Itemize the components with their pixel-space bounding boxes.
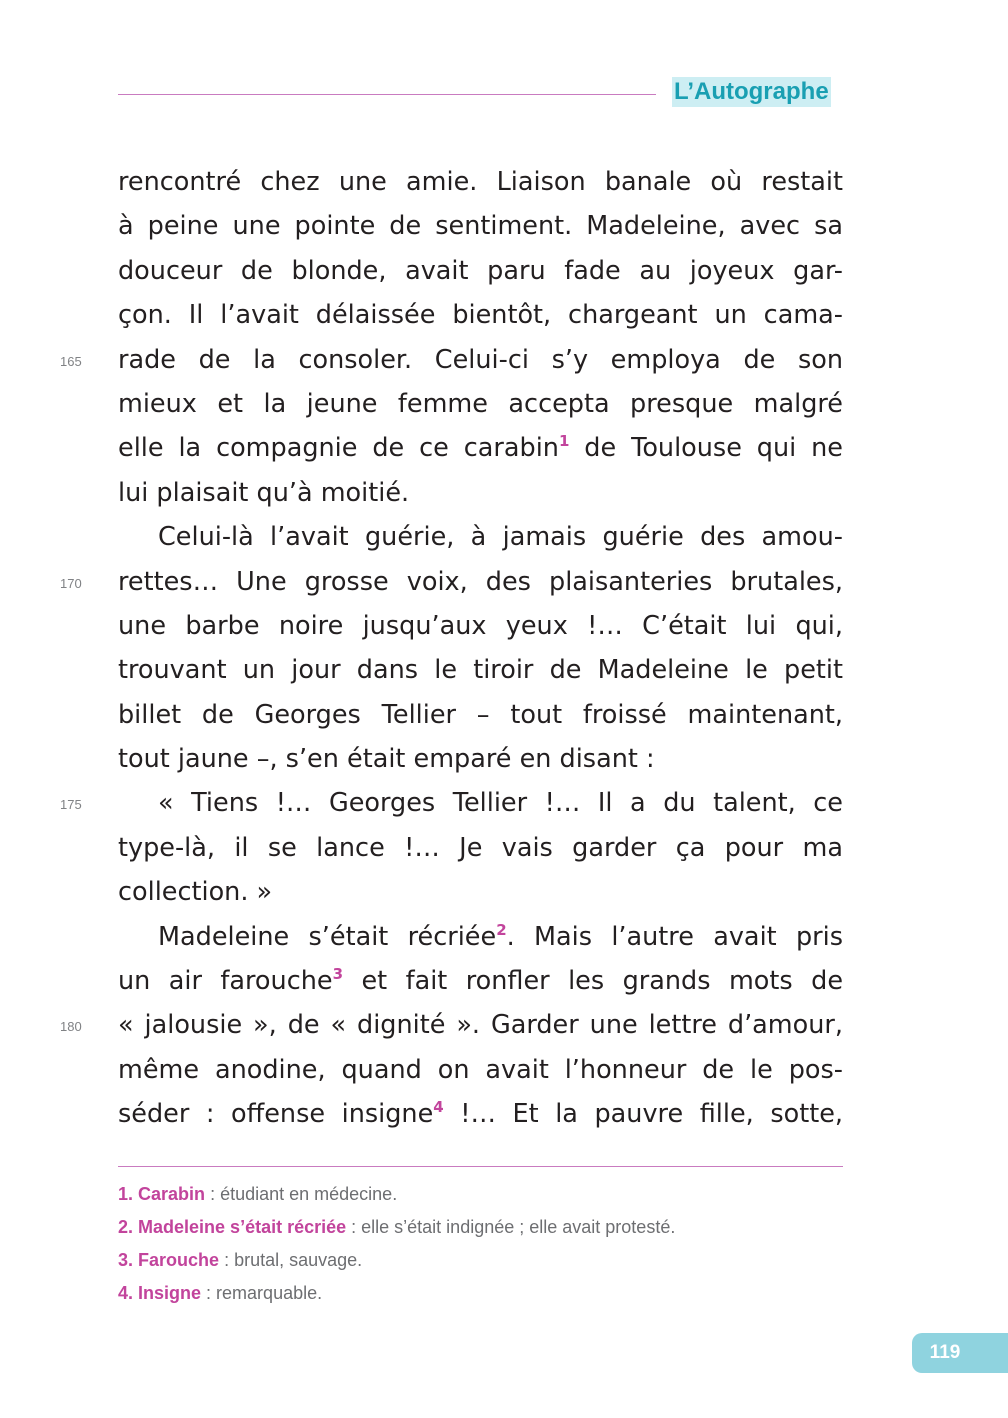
text-line: à peine une pointe de sentiment. Madeleine, avec sa [118,211,843,242]
footnote-ref[interactable]: 1 [558,432,570,451]
footnotes [118,1180,843,1312]
footnote-rule [118,1166,843,1167]
text-line: trouvant un jour dans le tiroir de Madeleine le petit [118,655,843,686]
text-line: 165 rade de la consoler. Celui-ci s’y employa de son [118,338,843,382]
body-text [60,160,844,1137]
line-number: 165 [60,353,82,369]
text-line: Madeleine s’était récriée$^2$. Mais l’autre avait pris [158,920,843,952]
text-line: type-là, il se lance !… Je vais garder ça pour ma [118,832,843,863]
line-number: 175 [60,797,82,813]
text-line: mieux et la jeune femme accepta presque malgré [118,388,843,419]
text-line: 175 « Tiens !… Georges Tellier !… Il a du talent, ce [118,781,843,825]
line-number: 170 [60,575,82,591]
text-line: tout jaune –, s’en était emparé en disant : [118,744,655,775]
text-line: une barbe noire jusqu’aux yeux !… C’était lui qui, [118,610,843,641]
line-number: 180 [60,1019,82,1035]
text-line: çon. Il l’avait délaissée bientôt, chargeant un cama- [118,300,843,331]
text-line: même anodine, quand on avait l’honneur de le pos- [118,1054,843,1085]
running-header-title: L’Autographe [674,78,829,105]
text-line: lui plaisait qu’à moitié. [118,477,410,508]
text-line: un air farouche$^3$ et fait ronfler les grands mots de [118,965,844,997]
text-line: 170 rettes… Une grosse voix, des plaisanteries brutales, [118,560,843,604]
text-line: Celui-là l’avait guérie, à jamais guérie des amou- [158,522,843,553]
text-line: billet de Georges Tellier – tout froissé maintenant, [118,699,843,730]
footnote-ref[interactable]: 3 [332,965,344,984]
footnote-item: 3. Farouche : brutal, sauvage. [118,1250,363,1270]
text-line: collection. » [118,877,273,908]
footnote-item: 4. Insigne : remarquable. [118,1283,323,1303]
footnote-item: 1. Carabin : étudiant en médecine. [118,1184,398,1204]
text-line: rencontré chez une amie. Liaison banale où restait [118,167,843,197]
text-line: 180 « jalousie », de « dignité ». Garder une lettre d’amour, [118,1003,843,1047]
header-rule [118,94,656,95]
text-line: séder : offense insigne$^4$ !… Et la pauvre fille, sotte, [118,1098,844,1130]
footnote-ref[interactable]: 4 [433,1098,444,1117]
text-line: douceur de blonde, avait paru fade au joyeux gar- [118,255,843,286]
footnote-ref[interactable]: 2 [496,920,507,939]
footnote-item: 2. Madeleine s’était récriée : elle s’était indignée ; elle avait protesté. [118,1217,676,1237]
text-line: elle la compagnie de ce carabin$^1$ de Toulouse qui ne [118,432,843,464]
page-number: 119 [929,1342,961,1363]
